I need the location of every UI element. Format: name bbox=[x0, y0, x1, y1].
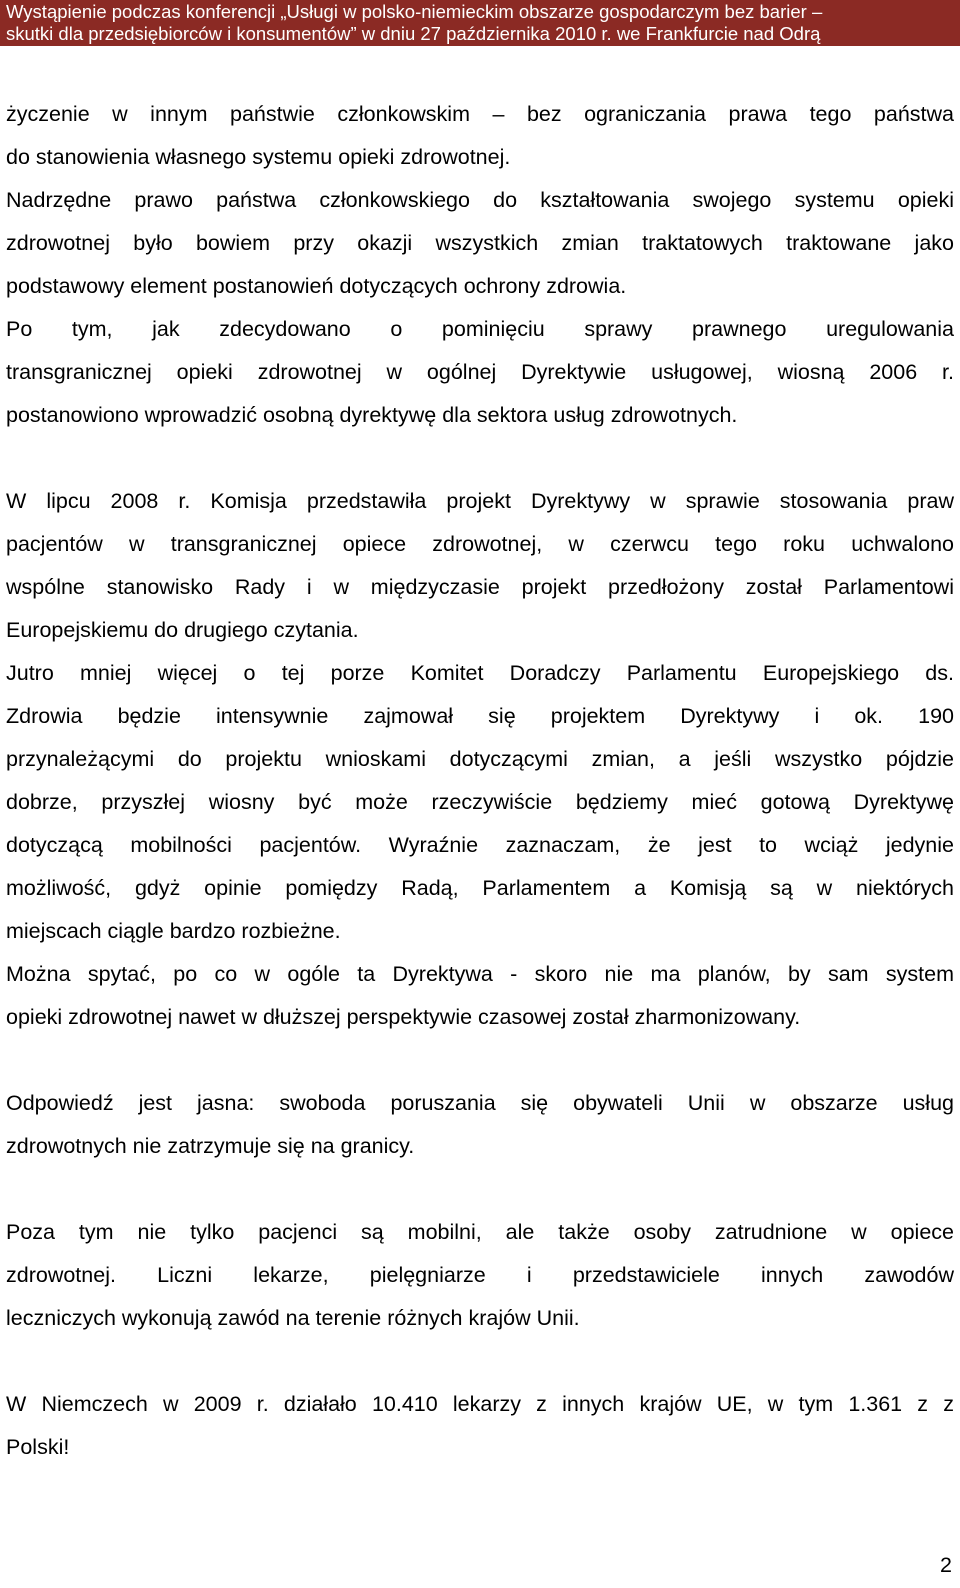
text-line: zdrowotnej. Liczni lekarze, pielęgniarze i przedstawiciele innych zawodów bbox=[6, 1263, 954, 1287]
text-line: przynależącymi do projektu wnioskami dotyczącymi zmian, a jeśli wszystko pójdzie bbox=[6, 747, 954, 771]
text-line: Europejskiemu do drugiego czytania. bbox=[6, 618, 359, 642]
text-line: dobrze, przyszłej wiosny być może rzeczywiście będziemy mieć gotową Dyrektywę bbox=[6, 790, 954, 814]
text-line: możliwość, gdyż opinie pomiędzy Radą, Parlamentem a Komisją są w niektórych bbox=[6, 876, 954, 900]
text-line: Można spytać, po co w ogóle ta Dyrektywa - skoro nie ma planów, by sam system bbox=[6, 962, 954, 986]
text-line: miejscach ciągle bardzo rozbieżne. bbox=[6, 919, 341, 943]
text-line: postanowiono wprowadzić osobną dyrektywę dla sektora usług zdrowotnych. bbox=[6, 403, 738, 427]
text-line: zdrowotnych nie zatrzymuje się na granicy. bbox=[6, 1134, 415, 1158]
text-line: Odpowiedź jest jasna: swoboda poruszania się obywateli Unii w obszarze usług bbox=[6, 1091, 954, 1115]
text-line: W lipcu 2008 r. Komisja przedstawiła projekt Dyrektywy w sprawie stosowania praw bbox=[6, 489, 954, 513]
text-line: życzenie w innym państwie członkowskim – bez ograniczania prawa tego państwa bbox=[6, 102, 954, 126]
document-header-banner bbox=[0, 0, 960, 46]
text-line: transgranicznej opieki zdrowotnej w ogólnej Dyrektywie usługowej, wiosną 2006 r. bbox=[6, 360, 954, 384]
text-line: opieki zdrowotnej nawet w dłuższej perspektywie czasowej został zharmonizowany. bbox=[6, 1005, 801, 1029]
header-line-1: Wystąpienie podczas konferencji „Usługi w polsko-niemieckim obszarze gospodarczym bez barier – bbox=[6, 1, 823, 22]
text-line: leczniczych wykonują zawód na terenie różnych krajów Unii. bbox=[6, 1306, 580, 1330]
text-line: do stanowienia własnego systemu opieki zdrowotnej. bbox=[6, 145, 511, 169]
text-line: Jutro mniej więcej o tej porze Komitet Doradczy Parlamentu Europejskiego ds. bbox=[6, 661, 954, 685]
text-line: pacjentów w transgranicznej opiece zdrowotnej, w czerwcu tego roku uchwalono bbox=[6, 532, 954, 556]
page-number: 2 bbox=[940, 1553, 952, 1577]
text-line: W Niemczech w 2009 r. działało 10.410 lekarzy z innych krajów UE, w tym 1.361 z z bbox=[6, 1392, 954, 1416]
text-line: podstawowy element postanowień dotyczących ochrony zdrowia. bbox=[6, 274, 627, 298]
text-line: Poza tym nie tylko pacjenci są mobilni, ale także osoby zatrudnione w opiece bbox=[6, 1220, 954, 1244]
text-line: Po tym, jak zdecydowano o pominięciu sprawy prawnego uregulowania bbox=[6, 317, 954, 341]
header-line-2: skutki dla przedsiębiorców i konsumentów” w dniu 27 października 2010 r. we Frankfurcie nad Odrą bbox=[6, 23, 821, 44]
text-line: zdrowotnej było bowiem przy okazji wszystkich zmian traktatowych traktowane jako bbox=[6, 231, 954, 255]
text-line: wspólne stanowisko Rady i w międzyczasie projekt przedłożony został Parlamentowi bbox=[6, 575, 954, 599]
text-line: Polski! bbox=[6, 1435, 70, 1459]
text-line: dotyczącą mobilności pacjentów. Wyraźnie zaznaczam, że jest to wciąż jedynie bbox=[6, 833, 954, 857]
text-line: Zdrowia będzie intensywnie zajmował się projektem Dyrektywy i ok. 190 bbox=[6, 704, 954, 728]
text-line: Nadrzędne prawo państwa członkowskiego do kształtowania swojego systemu opieki bbox=[6, 188, 954, 212]
